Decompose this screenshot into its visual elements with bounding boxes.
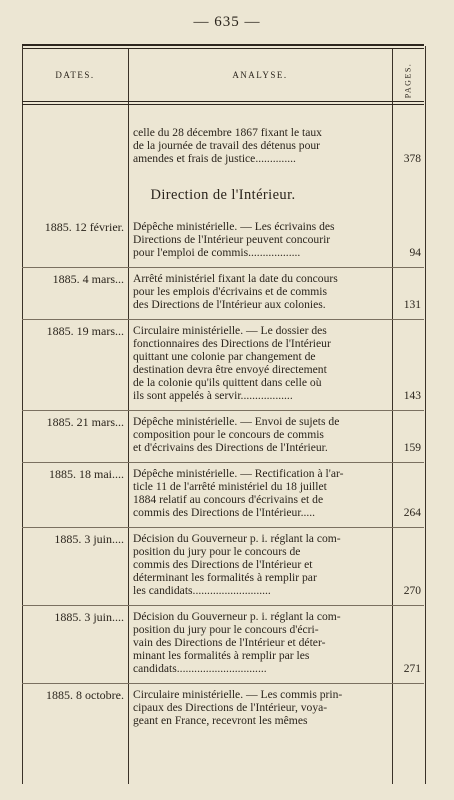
table-row: [22, 216, 424, 267]
analysis-line: ils sont appelés à servir..................: [133, 389, 293, 402]
table-row: [22, 268, 424, 319]
entry-date: 1885. 3 juin....: [54, 532, 124, 546]
entry-page-number: 159: [403, 442, 421, 454]
entry-date: 1885. 19 mars...: [46, 324, 124, 338]
analysis-line: candidats...............................: [133, 662, 267, 675]
entry-analysis: [128, 126, 392, 165]
entry-analysis: [128, 272, 392, 311]
entry-date: [22, 126, 128, 165]
analysis-line: geant en France, recevront les mêmes: [133, 714, 308, 727]
analysis-line: les candidats...........................: [133, 584, 271, 597]
analysis-line: ticle 11 de l'arrêté ministériel du 18 juillet: [133, 480, 327, 493]
analysis-line: vain des Directions de l'Intérieur et déter-: [133, 636, 326, 649]
analysis-line: celle du 28 décembre 1867 fixant le taux: [133, 126, 322, 139]
entry-page-number: 271: [403, 663, 421, 675]
table-row: [22, 684, 424, 735]
entry-date: 1885. 8 octobre.: [46, 688, 124, 702]
analysis-line: composition pour le concours de commis: [133, 428, 324, 441]
analysis-line: Décision du Gouverneur p. i. réglant la com-: [133, 610, 341, 623]
table-row: [22, 320, 424, 410]
entry-date: 1885. 12 février.: [44, 220, 124, 234]
table-body: [22, 106, 424, 735]
analysis-line: Directions de l'Intérieur peuvent concourir: [133, 233, 331, 246]
analysis-line: quittant une colonie par changement de: [133, 350, 316, 363]
header-pages: [392, 60, 424, 100]
analysis-line: minant les formalités à remplir par les: [133, 649, 310, 662]
entry-date: 1885. 4 mars...: [52, 272, 124, 286]
entry-page-number: 143: [403, 390, 421, 402]
entry-analysis: [128, 324, 392, 402]
analysis-line: Dépêche ministérielle. — Rectification à l'ar-: [133, 467, 344, 480]
header-pages-label: PAGES.: [403, 62, 413, 98]
entry-page-number: 131: [403, 299, 421, 311]
header-rule: [22, 101, 424, 102]
analysis-line: Dépêche ministérielle. — Les écrivains des: [133, 220, 335, 233]
analysis-line: de la colonie qu'ils quittent dans celle où: [133, 376, 322, 389]
table-row: [22, 411, 424, 462]
entry-date: 1885. 18 mai....: [49, 467, 124, 481]
analysis-line: de la journée de travail des détenus pour: [133, 139, 321, 152]
entry-date: 1885. 3 juin....: [54, 610, 124, 624]
analysis-line: Décision du Gouverneur p. i. réglant la com-: [133, 532, 341, 545]
page-number: — 635 —: [193, 14, 261, 30]
analysis-line: Circulaire ministérielle. — Les commis prin-: [133, 688, 343, 701]
entry-analysis: [128, 610, 392, 675]
header-analyse: ANALYSE.: [232, 70, 288, 80]
analysis-line: pour les emplois d'écrivains et de commis: [133, 285, 327, 298]
table-row: [22, 463, 424, 527]
table-row: [22, 106, 424, 173]
analysis-line: pour l'emploi de commis..................: [133, 246, 301, 259]
entry-analysis: [128, 688, 392, 727]
analysis-line: Arrêté ministériel fixant la date du concours: [133, 272, 338, 285]
table-row: [22, 606, 424, 683]
entry-page-number: 270: [403, 585, 421, 597]
section-title: Direction de l'Intérieur.: [150, 187, 296, 203]
analysis-line: position du jury pour le concours d'écri-: [133, 623, 319, 636]
analysis-line: position du jury pour le concours de: [133, 545, 301, 558]
entry-analysis: [128, 415, 392, 454]
entry-analysis: [128, 467, 392, 519]
analysis-line: des Directions de l'Intérieur aux colonies.: [133, 298, 326, 311]
entry-analysis: [128, 220, 392, 259]
analysis-line: destination devra être envoyé directement: [133, 363, 327, 376]
analysis-line: Dépêche ministérielle. — Envoi de sujets de: [133, 415, 340, 428]
entry-page-number: 378: [403, 153, 421, 165]
analysis-line: fonctionnaires des Directions de l'Intérieur: [133, 337, 331, 350]
analysis-line: 1884 relatif au concours d'écrivains et de: [133, 493, 324, 506]
analysis-line: déterminant les formalités à remplir par: [133, 571, 317, 584]
entry-analysis: [128, 532, 392, 597]
analysis-line: commis des Directions de l'Intérieur et: [133, 558, 313, 571]
header-rule-double: [22, 104, 424, 105]
header-dates: DATES.: [55, 70, 95, 80]
analysis-line: commis des Directions de l'Intérieur.....: [133, 506, 316, 519]
analysis-line: et d'écrivains des Directions de l'Intérieur.: [133, 441, 328, 454]
analysis-line: cipaux des Directions de l'Intérieur, voya-: [133, 701, 328, 714]
entry-page-number: 264: [403, 507, 421, 519]
entry-date: 1885. 21 mars...: [46, 415, 124, 429]
analysis-line: amendes et frais de justice..............: [133, 152, 296, 165]
analysis-line: Circulaire ministérielle. — Le dossier des: [133, 324, 327, 337]
entry-page-number: 94: [409, 247, 421, 259]
table-row: [22, 528, 424, 605]
